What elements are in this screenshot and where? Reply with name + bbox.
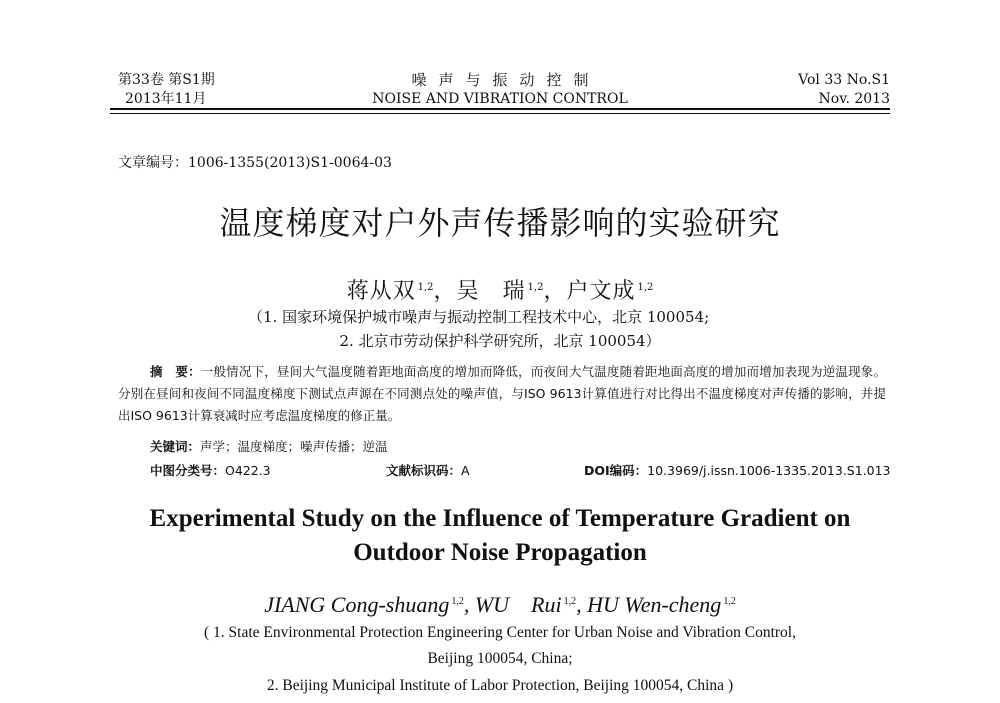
author-cn-3-aff: 1,2: [637, 281, 654, 293]
authors-cn: [0, 274, 1000, 305]
abstract-cn: [118, 361, 886, 427]
keywords-cn: [150, 437, 388, 455]
document-code: [386, 461, 470, 479]
abstract-label: 摘 要：: [150, 364, 201, 379]
header-date-cn: 2013年11月: [125, 91, 207, 107]
header-vol-en: Vol 33 No.S1: [798, 72, 890, 88]
author-en-3-aff: 1,2: [723, 595, 736, 607]
title-cn: 温度梯度对户外声传播影响的实验研究: [219, 204, 781, 242]
document-code-label: 文献标识码：: [386, 463, 462, 478]
author-separator: ，: [543, 279, 567, 304]
author-cn-1-aff: 1,2: [417, 281, 434, 293]
classification-number: [150, 461, 271, 479]
doi: [584, 461, 891, 479]
classification-label: 中图分类号：: [150, 463, 226, 478]
title-en-line-2: Outdoor Noise Propagation: [353, 539, 647, 566]
author-separator: ，: [433, 279, 457, 304]
header-rule-thin: [110, 113, 890, 114]
author-en-3: HU Wen-cheng: [587, 592, 722, 617]
doi-label: DOI编码：: [584, 463, 648, 478]
author-cn-2-aff: 1,2: [527, 281, 544, 293]
author-cn-3: 户文成: [566, 279, 636, 304]
header-rule-thick: [110, 108, 890, 110]
title-en: [0, 502, 1000, 570]
title-en-line-1: Experimental Study on the Influence of Temperature Gradient on: [149, 505, 851, 532]
author-en-1: JIANG Cong-shuang: [264, 592, 450, 617]
classification-value: O422.3: [225, 463, 271, 478]
header-date-en: Nov. 2013: [818, 91, 890, 107]
authors-en: [0, 588, 1000, 619]
author-separator: ,: [463, 592, 475, 617]
keywords-label: 关键词：: [150, 439, 201, 454]
author-en-2-aff: 1,2: [563, 595, 577, 607]
doi-value: 10.3969/j.issn.1006-1335.2013.S1.013: [647, 463, 891, 478]
header-volume: 第33卷 第S1期: [118, 72, 215, 88]
article-number: 文章编号：1006-1355(2013)S1-0064-03: [118, 155, 392, 171]
affiliation-en-1: ( 1. State Environmental Protection Engineering Center for Urban Noise and Vibration Control,: [204, 624, 796, 641]
affiliation-cn-1: （1. 国家环境保护城市噪声与振动控制工程技术中心，北京 100054;: [248, 308, 710, 326]
affiliation-cn-2: 2. 北京市劳动保护科学研究所，北京 100054）: [339, 332, 661, 350]
journal-name-cn: 噪声与振动控制: [411, 71, 601, 89]
affiliation-en-2: 2. Beijing Municipal Institute of Labor Protection, Beijing 100054, China ): [266, 677, 734, 694]
header-vol-date-en: [798, 72, 890, 107]
author-cn-1: 蒋从双: [346, 279, 416, 304]
journal-name-en: NOISE AND VIBRATION CONTROL: [372, 91, 628, 107]
abstract-text: 一般情况下，昼间大气温度随着距地面高度的增加而降低，而夜间大气温度随着距地面高度的增加而增加表现为逆温现象。分别在昼间和夜间不同温度梯度下测试点声源在不同测点处的噪声值，与ISO 9613计算值进行对比得出不温度梯度对声传播的影响，并提出ISO 9613计算衰减时应考虑温度梯度的修正量。: [118, 364, 886, 423]
document-code-value: A: [461, 463, 470, 478]
author-separator: ,: [576, 592, 588, 617]
author-cn-2: 吴 瑞: [456, 279, 526, 304]
keywords-text: 声学；温度梯度；噪声传播；逆温: [200, 439, 388, 454]
author-en-2: WU Rui: [474, 592, 562, 617]
affiliation-en-1-city: Beijing 100054, China;: [427, 650, 573, 667]
author-en-1-aff: 1,2: [451, 595, 464, 607]
